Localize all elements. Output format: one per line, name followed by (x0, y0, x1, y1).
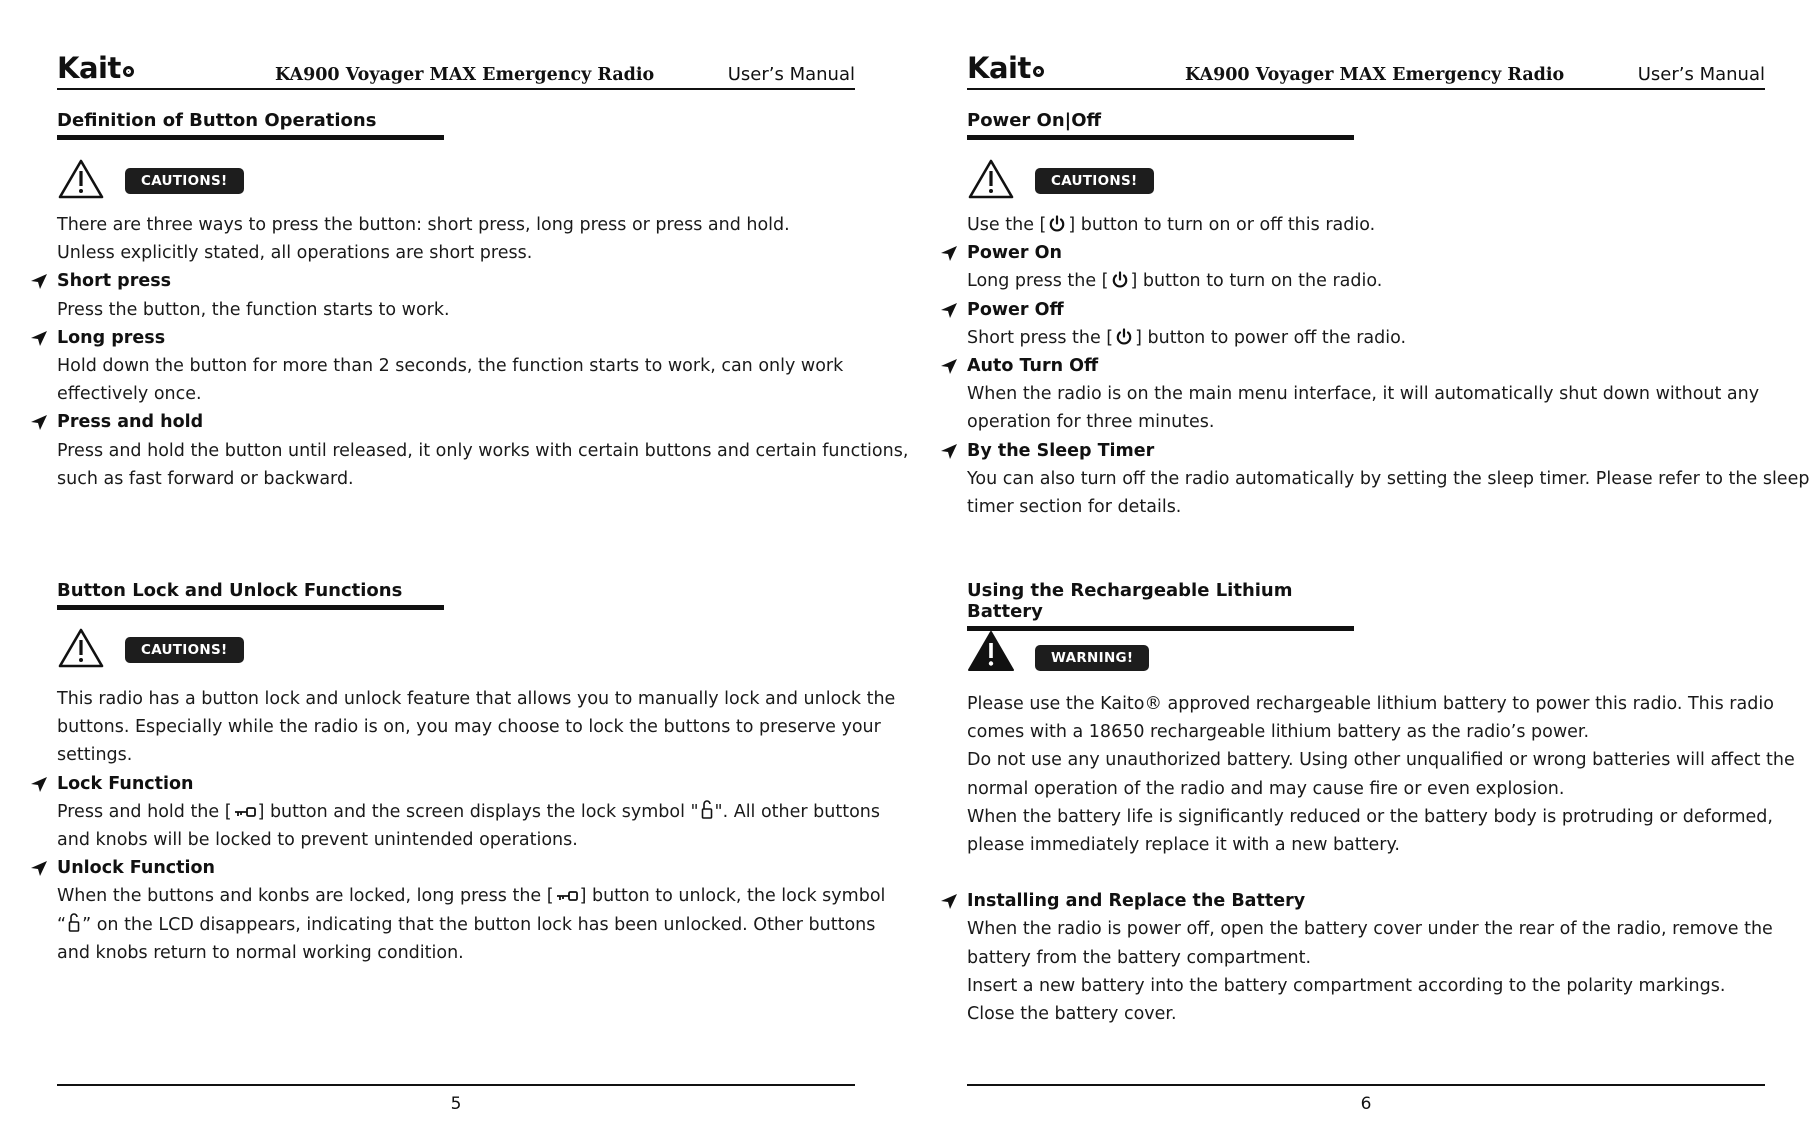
body-text: When the battery life is significantly reduced or the battery body is protruding or deformed, (967, 806, 1773, 827)
section-title-button-lock: Button Lock and Unlock Functions (57, 580, 444, 610)
arrow-bullet-icon (30, 330, 48, 347)
body-text: comes with a 18650 rechargeable lithium battery as the radio’s power. (967, 722, 1590, 743)
body-text: Press and hold the button until released, it only works with certain buttons and certain functions, (57, 440, 909, 461)
caution-row (967, 158, 1267, 202)
kaito-logo: Kait (57, 51, 134, 85)
section-title-power: Power On|Off (967, 110, 1354, 140)
power-icon (1115, 328, 1133, 346)
bullet-heading-long-press: Long press (57, 324, 897, 352)
body-text: There are three ways to press the button: short press, long press or press and hold. (57, 215, 790, 235)
caution-triangle-icon (57, 158, 105, 200)
bullet-heading-power-off: Power Off (967, 296, 1807, 324)
body-text: operation for three minutes. (967, 412, 1215, 433)
bullet-heading-installing-battery: Installing and Replace the Battery (967, 887, 1807, 915)
caution-row (57, 158, 357, 202)
page-header (967, 50, 1765, 90)
section-title-button-operations: Definition of Button Operations (57, 110, 444, 140)
body-text: When the radio is power off, open the battery cover under the rear of the radio, remove the (967, 919, 1773, 940)
section-body-button-lock (57, 685, 897, 967)
body-text: normal operation of the radio and may cause fire or even explosion. (967, 778, 1565, 799)
lock-icon (701, 800, 713, 820)
body-text: Press the button, the function starts to work. (57, 299, 450, 320)
cautions-badge: CAUTIONS! (1035, 168, 1154, 194)
body-text-power-on: Long press the [ ] button to turn on the radio. (967, 271, 1383, 292)
body-text: Close the battery cover. (967, 1004, 1177, 1025)
bullet-heading-press-and-hold: Press and hold (57, 408, 897, 436)
key-icon (556, 888, 578, 904)
arrow-bullet-icon (30, 776, 48, 793)
document-title: KA900 Voyager MAX Emergency Radio (275, 65, 655, 85)
arrow-bullet-icon (30, 414, 48, 431)
body-text: This radio has a button lock and unlock feature that allows you to manually lock and unlock the (57, 689, 896, 709)
bullet-heading-lock-function: Lock Function (57, 770, 897, 798)
arrow-bullet-icon (30, 273, 48, 290)
caution-triangle-icon (967, 158, 1015, 200)
body-text: settings. (57, 745, 133, 766)
caution-row (57, 627, 357, 671)
document-title: KA900 Voyager MAX Emergency Radio (1185, 65, 1565, 85)
arrow-bullet-icon (940, 302, 958, 319)
power-icon (1048, 215, 1066, 233)
section-body-button-operations (57, 211, 909, 493)
arrow-bullet-icon (940, 443, 958, 460)
body-text: When the radio is on the main menu interface, it will automatically shut down without any (967, 384, 1760, 405)
body-text: such as fast forward or backward. (57, 468, 354, 489)
manual-page-left (0, 0, 907, 1135)
page-footer-rule (967, 1084, 1765, 1086)
manual-label: User’s Manual (1637, 64, 1765, 85)
body-text-power: Use the [ ] button to turn on or off this radio. (967, 215, 1376, 235)
lock-icon (68, 913, 80, 933)
body-text: Insert a new battery into the battery compartment according to the polarity markings. (967, 975, 1726, 996)
warning-badge: WARNING! (1035, 645, 1149, 671)
bullet-heading-unlock-function: Unlock Function (57, 854, 897, 882)
key-icon (234, 804, 256, 820)
body-text-power-off: Short press the [ ] button to power off the radio. (967, 327, 1407, 348)
body-text: Please use the Kaito® approved rechargeable lithium battery to power this radio. This radio (967, 694, 1774, 714)
power-icon (1111, 271, 1129, 289)
body-text: Unless explicitly stated, all operations are short press. (57, 243, 533, 264)
cautions-badge: CAUTIONS! (125, 168, 244, 194)
body-text-unlock: When the buttons and konbs are locked, long press the [ ] button to unlock, the lock symbol (57, 886, 886, 907)
page-header (57, 50, 855, 90)
arrow-bullet-icon (940, 358, 958, 375)
arrow-bullet-icon (940, 893, 958, 910)
bullet-heading-power-on: Power On (967, 239, 1807, 267)
bullet-heading-short-press: Short press (57, 267, 897, 295)
body-text: please immediately replace it with a new battery. (967, 835, 1400, 856)
body-text: You can also turn off the radio automatically by setting the sleep timer. Please refer to the sleep (967, 468, 1810, 489)
body-text: battery from the battery compartment. (967, 947, 1312, 968)
warning-triangle-icon (967, 630, 1015, 672)
cautions-badge: CAUTIONS! (125, 637, 244, 663)
section-body-power (967, 211, 1810, 521)
body-text: timer section for details. (967, 497, 1182, 518)
body-text: and knobs will be locked to prevent unintended operations. (57, 830, 578, 851)
body-text: buttons. Especially while the radio is on, you may choose to lock the buttons to preserve your (57, 717, 881, 738)
body-text: Hold down the button for more than 2 seconds, the function starts to work, can only work (57, 356, 844, 377)
body-text: effectively once. (57, 384, 202, 405)
bullet-heading-auto-turn-off: Auto Turn Off (967, 352, 1807, 380)
body-text: and knobs return to normal working condition. (57, 942, 464, 963)
bullet-heading-sleep-timer: By the Sleep Timer (967, 437, 1807, 465)
manual-label: User’s Manual (727, 64, 855, 85)
arrow-bullet-icon (30, 860, 48, 877)
body-text-lock: Press and hold the [ ] button and the screen displays the lock symbol " ". All other buttons (57, 801, 881, 822)
body-text-unlock: “ ” on the LCD disappears, indicating that the button lock has been unlocked. Other buttons (57, 914, 876, 935)
section-body-battery (967, 690, 1807, 1028)
page-number: 5 (450, 1094, 462, 1114)
section-title-battery: Using the Rechargeable Lithium Battery (967, 580, 1354, 631)
body-text: Do not use any unauthorized battery. Using other unqualified or wrong batteries will affect the (967, 750, 1795, 771)
warning-row (967, 630, 1267, 674)
page-footer-rule (57, 1084, 855, 1086)
page-number: 6 (1360, 1094, 1372, 1114)
caution-triangle-icon (57, 627, 105, 669)
manual-page-right (910, 0, 1815, 1135)
kaito-logo: Kait (967, 51, 1044, 85)
arrow-bullet-icon (940, 245, 958, 262)
